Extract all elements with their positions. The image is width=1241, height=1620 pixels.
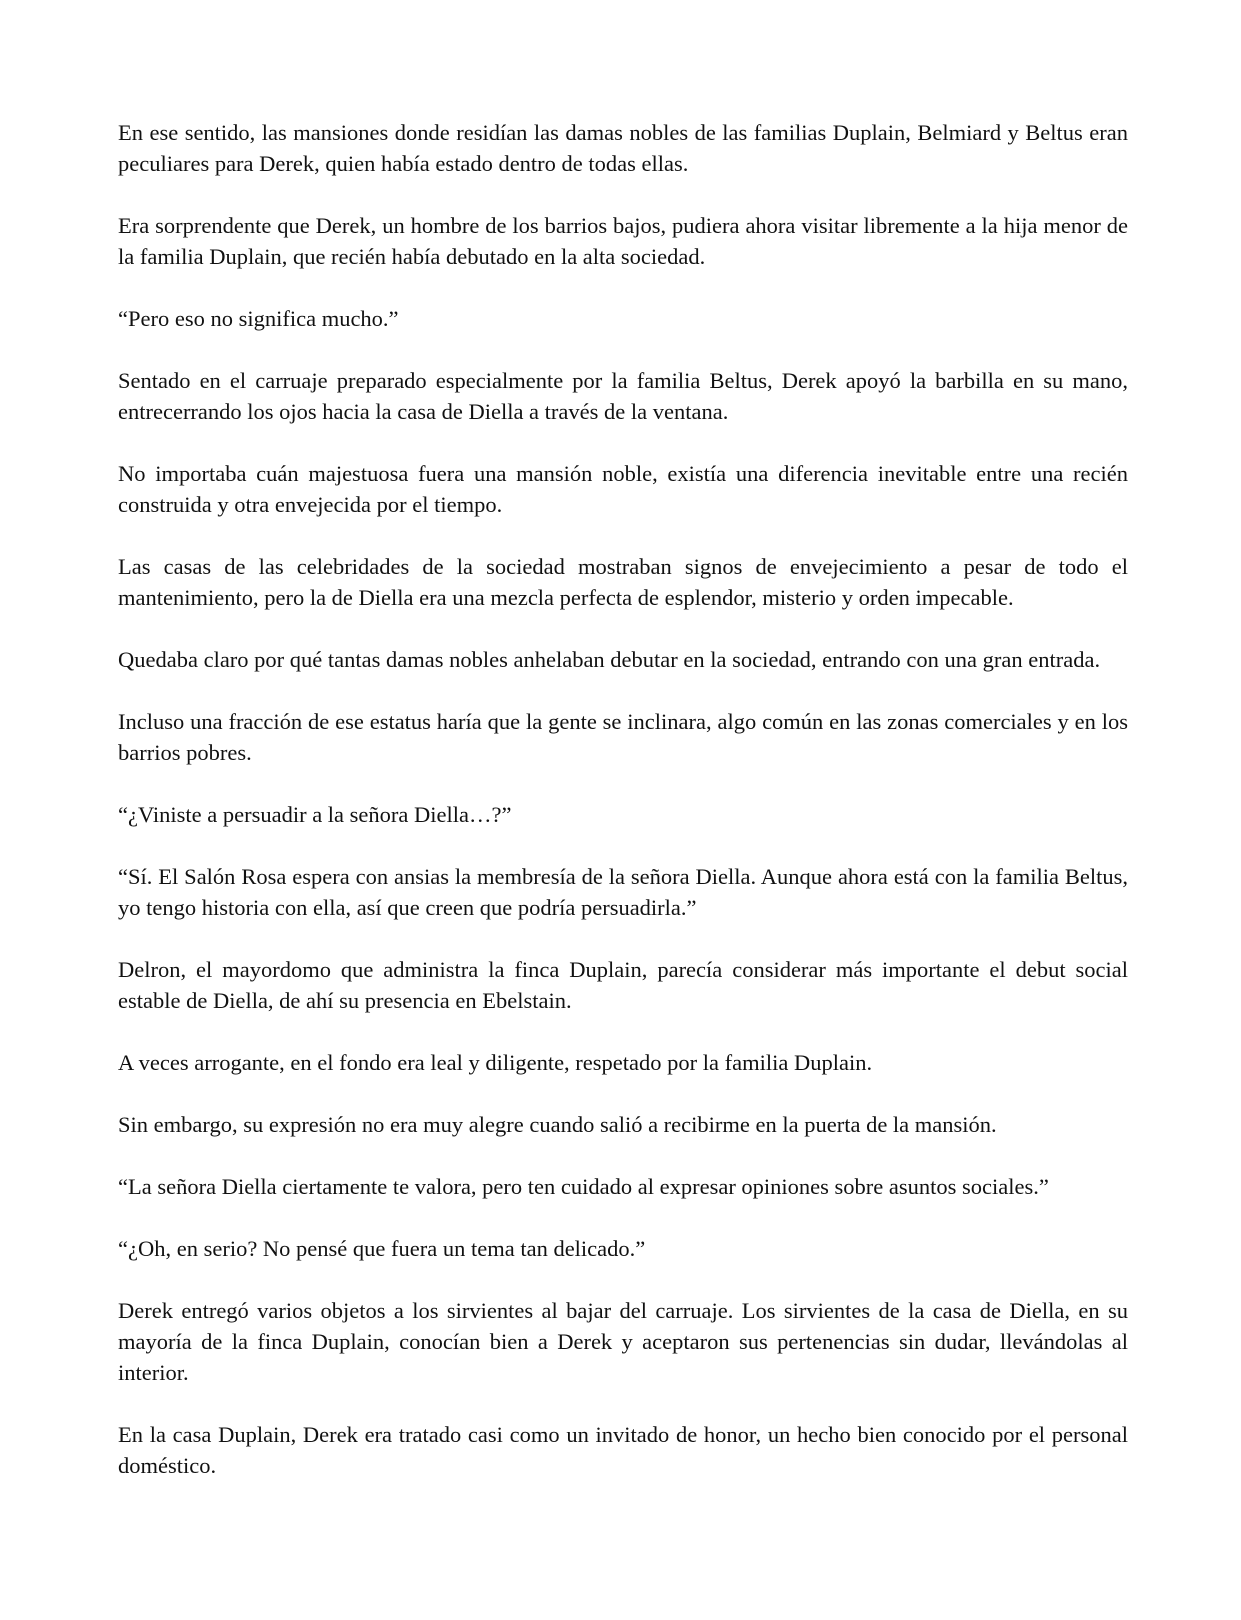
paragraph: Sentado en el carruaje preparado especialmente por la familia Beltus, Derek apoyó la barbilla en su mano, entrecerrando los ojos hacia la casa de Diella a través de la ventana. [118,368,1128,424]
paragraph: Incluso una fracción de ese estatus haría que la gente se inclinara, algo común en las zonas comerciales y en los barrios pobres. [118,709,1128,765]
paragraph: Quedaba claro por qué tantas damas nobles anhelaban debutar en la sociedad, entrando con una gran entrada. [118,647,1101,672]
paragraph: Delron, el mayordomo que administra la finca Duplain, parecía considerar más importante el debut social estable de Diella, de ahí su presencia en Ebelstain. [118,957,1128,1013]
paragraph: Las casas de las celebridades de la sociedad mostraban signos de envejecimiento a pesar de todo el mantenimiento, pero la de Diella era una mezcla perfecta de esplendor, misterio y orden impecable. [118,554,1128,610]
paragraph: “¿Oh, en serio? No pensé que fuera un tema tan delicado.” [118,1236,646,1261]
body-text [118,117,1128,1481]
paragraph: A veces arrogante, en el fondo era leal y diligente, respetado por la familia Duplain. [118,1050,873,1075]
paragraph: En la casa Duplain, Derek era tratado casi como un invitado de honor, un hecho bien conocido por el personal doméstico. [118,1422,1128,1478]
paragraph: Sin embargo, su expresión no era muy alegre cuando salió a recibirme en la puerta de la mansión. [118,1112,997,1137]
paragraph: No importaba cuán majestuosa fuera una mansión noble, existía una diferencia inevitable entre una recién construida y otra envejecida por el tiempo. [118,461,1128,517]
paragraph: En ese sentido, las mansiones donde residían las damas nobles de las familias Duplain, Belmiard y Beltus eran peculiares para Derek, quien había estado dentro de todas ellas. [118,120,1128,176]
paragraph: “Sí. El Salón Rosa espera con ansias la membresía de la señora Diella. Aunque ahora está con la familia Beltus, yo tengo historia con ella, así que creen que podría persuadirla.” [118,864,1128,920]
paragraph: Derek entregó varios objetos a los sirvientes al bajar del carruaje. Los sirvientes de la casa de Diella, en su mayoría de la finca Duplain, conocían bien a Derek y aceptaron sus pertenencias sin dudar, llevándolas al interior. [118,1298,1128,1385]
paragraph: “¿Viniste a persuadir a la señora Diella…?” [118,802,512,827]
paragraph: “Pero eso no significa mucho.” [118,306,399,331]
paragraph: “La señora Diella ciertamente te valora, pero ten cuidado al expresar opiniones sobre asuntos sociales.” [118,1174,1049,1199]
paragraph: Era sorprendente que Derek, un hombre de los barrios bajos, pudiera ahora visitar libremente a la hija menor de la familia Duplain, que recién había debutado en la alta sociedad. [118,213,1128,269]
